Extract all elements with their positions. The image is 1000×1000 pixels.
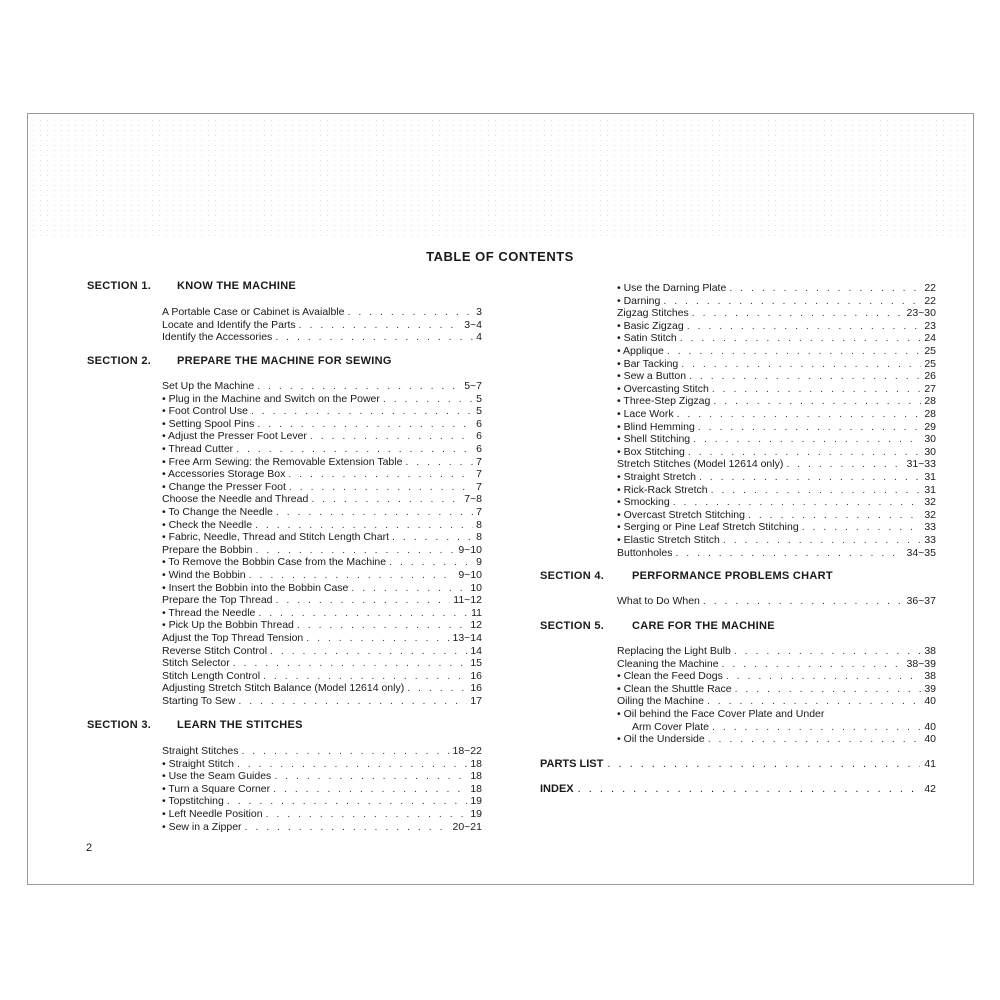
- entry-title: • Clean the Feed Dogs: [617, 670, 723, 682]
- entry-page: 28: [924, 395, 936, 407]
- entry-page: 25: [924, 345, 936, 357]
- entry-title: Stitch Length Control: [162, 670, 261, 682]
- entry-page: 8: [476, 519, 482, 531]
- entry-title: Oiling the Machine: [617, 695, 704, 707]
- entry-page: 3~4: [464, 319, 482, 331]
- section-title: CARE FOR THE MACHINE: [632, 620, 775, 632]
- entry-title: • Adjust the Presser Foot Lever: [162, 430, 307, 442]
- leader-dots: [310, 430, 473, 442]
- entry-title: • To Remove the Bobbin Case from the Machine: [162, 556, 387, 568]
- toc-entry: [617, 733, 936, 745]
- entry-title: • Shell Stitching: [617, 433, 691, 445]
- leader-dots: [270, 645, 467, 657]
- leader-dots: [255, 519, 473, 531]
- leader-dots: [241, 745, 449, 757]
- entry-title: • Sew a Button: [617, 370, 687, 382]
- entry-title: • Setting Spool Pins: [162, 418, 255, 430]
- leader-dots: [786, 458, 903, 470]
- leader-dots: [677, 408, 922, 420]
- entry-page: 7: [476, 481, 482, 493]
- leader-dots: [735, 683, 922, 695]
- toc-entry: [162, 619, 482, 631]
- entry-page: 30: [924, 446, 936, 458]
- page-number: 2: [86, 842, 93, 854]
- section-title: LEARN THE STITCHES: [177, 719, 303, 731]
- entry-page: 12: [470, 619, 482, 631]
- entry-title: • Change the Presser Foot: [162, 481, 286, 493]
- toc-entry: [617, 645, 936, 657]
- entry-page: 17: [470, 695, 482, 707]
- leader-dots: [703, 595, 904, 607]
- entry-title: • Satin Stitch: [617, 332, 677, 344]
- entry-title: • Foot Control Use: [162, 405, 248, 417]
- toc-entry: [617, 509, 936, 521]
- toc-entry: [162, 808, 482, 820]
- section-5-heading: [540, 620, 775, 632]
- toc-entry: [617, 383, 936, 395]
- entry-page: 18~22: [452, 745, 482, 757]
- entry-page: 28: [924, 408, 936, 420]
- entry-title: Straight Stitches: [162, 745, 239, 757]
- entry-page: 9: [476, 556, 482, 568]
- entry-title: Cleaning the Machine: [617, 658, 719, 670]
- leader-dots: [713, 395, 921, 407]
- toc-entry: [617, 484, 936, 496]
- leader-dots: [734, 645, 921, 657]
- leader-dots: [689, 370, 921, 382]
- entry-page: 27: [924, 383, 936, 395]
- entry-page: 30: [924, 433, 936, 445]
- leader-dots: [275, 331, 473, 343]
- entry-title: • Blind Hemming: [617, 421, 695, 433]
- entry-page: 7: [476, 468, 482, 480]
- entry-title: A Portable Case or Cabinet is Avaialble: [162, 306, 345, 318]
- toc-entry: [162, 331, 482, 343]
- toc-entry: [162, 821, 482, 833]
- leader-dots: [407, 682, 467, 694]
- entry-title: Stitch Selector: [162, 657, 230, 669]
- leader-dots: [251, 405, 473, 417]
- entry-page: 34~35: [906, 547, 936, 559]
- entry-page: 5: [476, 405, 482, 417]
- entry-title: Buttonholes: [617, 547, 673, 559]
- leader-dots: [299, 319, 462, 331]
- entry-page: 22: [924, 295, 936, 307]
- leader-dots: [311, 493, 461, 505]
- leader-dots: [802, 521, 922, 533]
- entry-title: • Straight Stitch: [162, 758, 234, 770]
- toc-entry: [617, 345, 936, 357]
- entry-title: • Straight Stretch: [617, 471, 696, 483]
- leader-dots: [711, 484, 922, 496]
- section-2-heading: [87, 355, 392, 367]
- leader-dots: [729, 282, 921, 294]
- entry-title: • Clean the Shuttle Race: [617, 683, 732, 695]
- entry-page: 9~10: [458, 569, 482, 581]
- toc-entry: [162, 657, 482, 669]
- leader-dots: [236, 443, 473, 455]
- entry-title: • Accessories Storage Box: [162, 468, 286, 480]
- toc-entry: [617, 421, 936, 433]
- leader-dots: [276, 594, 451, 606]
- leader-dots: [675, 547, 903, 559]
- toc-entry: [162, 443, 482, 455]
- toc-entry: [632, 721, 936, 733]
- entry-page: 25: [924, 358, 936, 370]
- entry-page: 40: [924, 721, 936, 733]
- leader-dots: [693, 433, 921, 445]
- entry-title: What to Do When: [617, 595, 700, 607]
- leader-dots: [663, 295, 921, 307]
- toc-entry: [617, 307, 936, 319]
- toc-entry: [162, 670, 482, 682]
- entry-title: • Smocking: [617, 496, 670, 508]
- toc-entry: [617, 433, 936, 445]
- entry-page: 36~37: [906, 595, 936, 607]
- entry-page: 38: [924, 645, 936, 657]
- toc-entry: [162, 418, 482, 430]
- section-title: PERFORMANCE PROBLEMS CHART: [632, 570, 833, 582]
- entry-page: 11~12: [453, 594, 482, 606]
- parts-list-page: 41: [924, 758, 936, 770]
- section-title: KNOW THE MACHINE: [177, 280, 297, 292]
- leader-dots: [383, 393, 473, 405]
- toc-entry: [617, 395, 936, 407]
- leader-dots: [306, 632, 449, 644]
- entry-page: 40: [924, 695, 936, 707]
- leader-dots: [712, 383, 922, 395]
- leader-dots: [263, 670, 467, 682]
- entry-title: • Basic Zigzag: [617, 320, 684, 332]
- toc-entry: [162, 607, 482, 619]
- entry-page: 5~7: [464, 380, 482, 392]
- entry-title: Prepare the Bobbin: [162, 544, 253, 556]
- entry-page: 7~8: [464, 493, 482, 505]
- toc-entry: [617, 471, 936, 483]
- entry-title: • Fabric, Needle, Thread and Stitch Length Chart: [162, 531, 390, 543]
- toc-entry: [162, 645, 482, 657]
- leader-dots: [227, 795, 467, 807]
- leader-dots: [688, 446, 921, 458]
- toc-entry: [162, 456, 482, 468]
- leader-dots: [712, 721, 921, 733]
- entry-title: • Pick Up the Bobbin Thread: [162, 619, 294, 631]
- entry-title: • Rick-Rack Stretch: [617, 484, 708, 496]
- entry-page: 13~14: [452, 632, 482, 644]
- entry-title: • Overcasting Stitch: [617, 383, 709, 395]
- toc-entry: [617, 595, 936, 607]
- toc-entry: [617, 458, 936, 470]
- toc-entry: [617, 282, 936, 294]
- entry-page: 18: [470, 783, 482, 795]
- entry-title: • Lace Work: [617, 408, 674, 420]
- entry-title: Adjusting Stretch Stitch Balance (Model 12614 only): [162, 682, 405, 694]
- toc-entry: [162, 306, 482, 318]
- leader-dots: [681, 358, 921, 370]
- toc-entry: [617, 547, 936, 559]
- entry-title: • Wind the Bobbin: [162, 569, 246, 581]
- toc-entry: [617, 408, 936, 420]
- toc-entry: [162, 380, 482, 392]
- leader-dots: [233, 657, 468, 669]
- entry-page: 29: [924, 421, 936, 433]
- leader-dots: [722, 658, 904, 670]
- toc-entry: [162, 632, 482, 644]
- entry-page: 18: [470, 758, 482, 770]
- entry-page: 4: [476, 331, 482, 343]
- toc-entry: [162, 758, 482, 770]
- entry-page: 38~39: [906, 658, 936, 670]
- leader-dots: [680, 332, 922, 344]
- entry-title: • Insert the Bobbin into the Bobbin Case: [162, 582, 349, 594]
- toc-entry: [162, 783, 482, 795]
- scan-noise: [30, 118, 970, 238]
- entry-page: 10: [470, 582, 482, 594]
- leader-dots: [405, 456, 473, 468]
- toc-entry: [162, 795, 482, 807]
- entry-title: • Elastic Stretch Stitch: [617, 534, 720, 546]
- toc-entry: [162, 556, 482, 568]
- entry-page: 19: [470, 808, 482, 820]
- entry-title: • Serging or Pine Leaf Stretch Stitching: [617, 521, 799, 533]
- leader-dots: [699, 471, 921, 483]
- entry-title: Adjust the Top Thread Tension: [162, 632, 304, 644]
- entry-title: • Use the Darning Plate: [617, 282, 727, 294]
- leader-dots: [698, 421, 922, 433]
- leader-dots: [249, 569, 456, 581]
- entry-title: Identify the Accessories: [162, 331, 273, 343]
- entry-page: 39: [924, 683, 936, 695]
- entry-page: 19: [470, 795, 482, 807]
- entry-page: 8: [476, 531, 482, 543]
- entry-title: Zigzag Stitches: [617, 307, 689, 319]
- entry-title: • Turn a Square Corner: [162, 783, 271, 795]
- entry-page: 11: [471, 607, 482, 619]
- toc-entry: [617, 521, 936, 533]
- entry-title: Stretch Stitches (Model 12614 only): [617, 458, 784, 470]
- entry-title: • Overcast Stretch Stitching: [617, 509, 745, 521]
- entry-title: • Three-Step Zigzag: [617, 395, 711, 407]
- index-page: 42: [924, 783, 936, 795]
- leader-dots: [707, 695, 921, 707]
- entry-page: 33: [924, 521, 936, 533]
- entry-page: 31: [924, 471, 936, 483]
- entry-title: • Left Needle Position: [162, 808, 263, 820]
- entry-title: • Oil the Underside: [617, 733, 705, 745]
- leader-dots: [692, 307, 904, 319]
- leader-dots: [237, 758, 467, 770]
- leader-dots: [351, 582, 467, 594]
- leader-dots: [274, 770, 467, 782]
- entry-page: 3: [476, 306, 482, 318]
- toc-entry: [162, 506, 482, 518]
- entry-page: 20~21: [452, 821, 482, 833]
- section-4-heading: [540, 570, 833, 582]
- entry-title: • Sew in a Zipper: [162, 821, 242, 833]
- leader-dots: [276, 506, 473, 518]
- toc-entry: [162, 569, 482, 581]
- toc-entry: [162, 481, 482, 493]
- entry-title: Replacing the Light Bulb: [617, 645, 731, 657]
- toc-entry: [162, 531, 482, 543]
- entry-page: 32: [924, 509, 936, 521]
- toc-entry: [162, 682, 482, 694]
- entry-page: 24: [924, 332, 936, 344]
- toc-entry: [162, 582, 482, 594]
- leader-dots: [245, 821, 450, 833]
- toc-entry: [617, 670, 936, 682]
- entry-title: • Free Arm Sewing: the Removable Extension Table: [162, 456, 403, 468]
- toc-entry: [617, 320, 936, 332]
- entry-title: • Use the Seam Guides: [162, 770, 272, 782]
- entry-page: 16: [470, 670, 482, 682]
- entry-page: 14: [470, 645, 482, 657]
- leader-dots: [273, 783, 467, 795]
- index-label: INDEX: [540, 783, 574, 795]
- leader-dots: [392, 531, 473, 543]
- section-number: SECTION 2.: [87, 355, 152, 367]
- entry-title: Arm Cover Plate: [632, 721, 710, 733]
- entry-page: 7: [476, 506, 482, 518]
- toc-entry: [617, 695, 936, 707]
- leader-dots: [257, 380, 461, 392]
- entry-title: Starting To Sew: [162, 695, 236, 707]
- section-title: PREPARE THE MACHINE FOR SEWING: [177, 355, 392, 367]
- entry-page: 22: [924, 282, 936, 294]
- entry-title: • Topstitching: [162, 795, 224, 807]
- leader-dots: [667, 345, 921, 357]
- leader-dots: [238, 695, 467, 707]
- entry-title: • Thread Cutter: [162, 443, 234, 455]
- toc-entry: [162, 519, 482, 531]
- entry-page: 9~10: [458, 544, 482, 556]
- toc-entry: [162, 319, 482, 331]
- leader-dots: [255, 544, 455, 556]
- entry-page: 31: [924, 484, 936, 496]
- entry-page: 6: [476, 418, 482, 430]
- toc-entry: [162, 770, 482, 782]
- entry-title: Reverse Stitch Control: [162, 645, 268, 657]
- toc-entry: [162, 544, 482, 556]
- entry-title: Choose the Needle and Thread: [162, 493, 309, 505]
- entry-page: 33: [924, 534, 936, 546]
- section-number: SECTION 1.: [87, 280, 152, 292]
- index-entry: [540, 783, 936, 795]
- toc-entry: [617, 496, 936, 508]
- entry-page: 38: [924, 670, 936, 682]
- entry-title: • Darning: [617, 295, 661, 307]
- section-3-heading: [87, 719, 303, 731]
- toc-entry: [162, 430, 482, 442]
- toc-entry: [162, 745, 482, 757]
- section-number: SECTION 5.: [540, 620, 605, 632]
- toc-entry: [162, 594, 482, 606]
- entry-title: Set Up the Machine: [162, 380, 255, 392]
- page-title: TABLE OF CONTENTS: [426, 249, 574, 264]
- section-number: SECTION 3.: [87, 719, 152, 731]
- entry-title: • Box Stitching: [617, 446, 685, 458]
- leader-dots: [258, 607, 468, 619]
- section-1-heading: [87, 280, 296, 292]
- entry-title: Prepare the Top Thread: [162, 594, 273, 606]
- entry-page: 23: [924, 320, 936, 332]
- section-number: SECTION 4.: [540, 570, 605, 582]
- entry-page: 18: [470, 770, 482, 782]
- parts-list-label: PARTS LIST: [540, 758, 604, 770]
- entry-page: 16: [470, 682, 482, 694]
- leader-dots: [389, 556, 473, 568]
- toc-entry: [162, 695, 482, 707]
- leader-dots: [726, 670, 921, 682]
- toc-entry: [617, 683, 936, 695]
- toc-entry: [617, 708, 936, 720]
- toc-entry: [617, 658, 936, 670]
- toc-entry: [617, 370, 936, 382]
- parts-list-entry: [540, 758, 936, 770]
- entry-title: • To Change the Needle: [162, 506, 273, 518]
- toc-entry: [617, 295, 936, 307]
- leader-dots: [723, 534, 921, 546]
- entry-title: Locate and Identify the Parts: [162, 319, 296, 331]
- toc-entry: [617, 358, 936, 370]
- entry-page: 6: [476, 443, 482, 455]
- leader-dots: [289, 481, 473, 493]
- entry-title: • Plug in the Machine and Switch on the Power: [162, 393, 380, 405]
- toc-entry: [162, 493, 482, 505]
- entry-page: 6: [476, 430, 482, 442]
- entry-page: 32: [924, 496, 936, 508]
- leader-dots: [257, 418, 473, 430]
- entry-title: • Thread the Needle: [162, 607, 256, 619]
- entry-page: 23~30: [906, 307, 936, 319]
- leader-dots: [687, 320, 922, 332]
- entry-title: • Applique: [617, 345, 664, 357]
- leader-dots: [708, 733, 922, 745]
- toc-entry: [162, 393, 482, 405]
- entry-title: • Bar Tacking: [617, 358, 679, 370]
- entry-page: 26: [924, 370, 936, 382]
- leader-dots: [673, 496, 922, 508]
- entry-page: 7: [476, 456, 482, 468]
- toc-entry: [617, 332, 936, 344]
- entry-page: 40: [924, 733, 936, 745]
- leader-dots: [288, 468, 473, 480]
- entry-page: 31~33: [906, 458, 936, 470]
- entry-page: 15: [470, 657, 482, 669]
- leader-dots: [348, 306, 474, 318]
- toc-entry: [162, 468, 482, 480]
- leader-dots: [297, 619, 467, 631]
- entry-title: • Oil behind the Face Cover Plate and Under: [617, 708, 825, 720]
- leader-dots: [748, 509, 921, 521]
- entry-title: • Check the Needle: [162, 519, 253, 531]
- toc-entry: [617, 534, 936, 546]
- toc-entry: [162, 405, 482, 417]
- toc-entry: [617, 446, 936, 458]
- entry-page: 5: [476, 393, 482, 405]
- leader-dots: [266, 808, 468, 820]
